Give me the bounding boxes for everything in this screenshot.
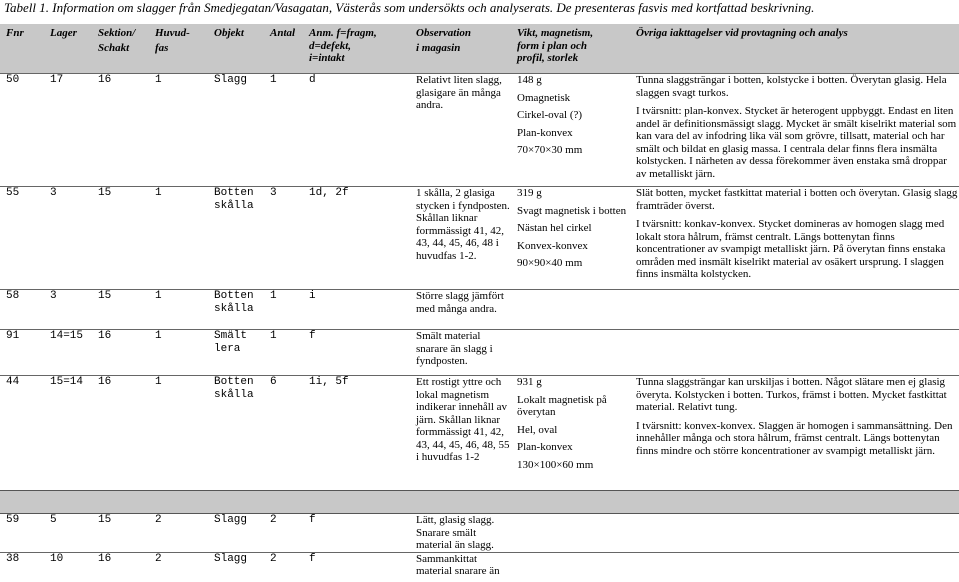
header-objekt: Objekt	[208, 24, 264, 74]
header-huvudfas: Huvud- fas	[149, 24, 208, 74]
header-sektion: Sektion/ Schakt	[92, 24, 149, 74]
cell-ovriga	[630, 330, 959, 376]
table-row	[0, 376, 959, 491]
cell-anm: f	[309, 552, 316, 565]
header-anm: Anm. f=fragm, d=defekt, i=intakt	[303, 24, 410, 74]
cell-sektion: 16	[92, 74, 149, 187]
table-row	[0, 187, 959, 290]
cell-anm: f	[303, 330, 410, 376]
cell-objekt: Slagg	[208, 514, 264, 553]
cell-fnr: 58	[0, 290, 44, 330]
table-row	[0, 514, 959, 553]
table-header-row	[0, 24, 959, 74]
cell-observation: Smält material snarare än slagg i fyndposten.	[410, 330, 511, 376]
cell-sektion: 15	[92, 514, 149, 553]
cell-fas: 2	[155, 552, 162, 565]
cell-vikt	[511, 330, 630, 376]
cell-fnr: 50	[0, 74, 44, 187]
cell-antal: 2	[264, 514, 303, 553]
cell-vikt: 931 g Lokalt magnetisk på överytan Hel, oval Plan-konvex 130×100×60 mm	[517, 376, 607, 471]
slag-table	[0, 24, 959, 582]
cell-fnr: 44	[6, 376, 20, 388]
cell-fnr: 55	[0, 187, 44, 290]
cell-anm: f	[303, 514, 410, 553]
cell-ovriga	[630, 552, 959, 582]
cell-vikt	[511, 552, 630, 582]
cell-objekt: Botten skålla	[214, 376, 254, 401]
cell-vikt: 319 g Svagt magnetisk i botten Nästan hel cirkel Konvex-konvex 90×90×40 mm	[511, 187, 630, 290]
cell-anm: 1i, 5f	[309, 376, 349, 388]
table-row	[0, 330, 959, 376]
cell-antal: 6	[270, 376, 277, 388]
cell-ovriga	[630, 514, 959, 553]
cell-sektion: 16	[98, 552, 112, 565]
cell-ovriga: Slät botten, mycket fastkittat material i botten och överytan. Glasig slagg framträder överst. I tvärsnitt: konkav-konvex. Stycket domineras av homogen slagg med lokalt stora hålrum, främst centralt. Längs bottenytan finns koncentrationer av svampigt metalliskt järn. På överytan finns enstaka områden med insmält kiselrikt material av osäkert ursprung. I slaggen finns insmälta kolstycken.	[630, 187, 959, 290]
cell-anm: 1d, 2f	[303, 187, 410, 290]
cell-antal: 3	[264, 187, 303, 290]
cell-antal: 2	[270, 552, 277, 565]
cell-observation: Lätt, glasig slagg. Snarare smält material än slagg.	[410, 514, 511, 553]
cell-ovriga: Tunna slaggsträngar i botten, kolstycke i botten. Överytan glasig. Hela slaggen svagt turkos. I tvärsnitt: plan-konvex. Stycket är heterogent uppbyggt. Endast en liten andel är definitionsmässigt slagg. Mycket är smält kiselrikt material som kan vara del av infodring lika väl som grövre, tillsatt, material och har smält och bildat en glasig massa. I centrala delar finns flera insmälta kolstycken. I närheten av dessa förekommer även enstaka små droppar av metalliskt järn.	[630, 74, 959, 187]
cell-objekt: Slagg	[214, 552, 248, 565]
cell-objekt: Smält lera	[208, 330, 264, 376]
cell-lager: 3	[44, 290, 92, 330]
cell-sektion: 15	[92, 187, 149, 290]
cell-sektion: 16	[92, 330, 149, 376]
cell-observation: 1 skålla, 2 glasiga stycken i fyndposten. Skållan liknar formmässigt 41, 42, 43, 44, 45, 46, 48 i huvudfas 1-2.	[410, 187, 511, 290]
cell-fas: 1	[149, 290, 208, 330]
cell-antal: 1	[264, 290, 303, 330]
cell-fnr: 91	[0, 330, 44, 376]
cell-objekt: Botten skålla	[208, 290, 264, 330]
cell-observation: Ett rostigt yttre och lokal magnetism indikerar innehåll av järn. Skållan liknar formmässigt 41, 42, 43, 44, 45, 46, 48, 55 i huvudfas 1-2	[416, 376, 510, 463]
cell-fnr: 59	[0, 514, 44, 553]
cell-fas: 1	[149, 330, 208, 376]
cell-antal: 1	[264, 74, 303, 187]
cell-observation: Större slagg jämfört med många andra.	[410, 290, 511, 330]
header-lager: Lager	[44, 24, 92, 74]
cell-observation: Relativt liten slagg, glasigare än många andra.	[410, 74, 511, 187]
cell-ovriga: Tunna slaggsträngar kan urskiljas i botten. Något slätare men ej glasig överyta. Kolstycken i botten. Turkos, främst i botten. Mycket fastkittat material. Relativt tung. I tvärsnitt: konvex-konvex. Slaggen är homogen i sammansättning. Den innehåller många och stora hålrum, främst centralt. Längs bottenytan finns mindre och större koncentrationer av svampigt metalliskt järn.	[636, 376, 953, 457]
cell-fas: 1	[149, 187, 208, 290]
table-row	[0, 552, 959, 582]
header-vikt: Vikt, magnetism, form i plan och profil, storlek	[511, 24, 630, 74]
cell-sektion: 16	[98, 376, 112, 388]
cell-vikt: 148 g Omagnetisk Cirkel-oval (?) Plan-konvex 70×70×30 mm	[511, 74, 630, 187]
cell-lager: 10	[50, 552, 64, 565]
cell-fas: 1	[155, 376, 162, 388]
cell-ovriga	[630, 290, 959, 330]
cell-anm: d	[303, 74, 410, 187]
cell-objekt: Slagg	[208, 74, 264, 187]
cell-fas: 1	[149, 74, 208, 187]
header-ovriga: Övriga iakttagelser vid provtagning och analys	[630, 24, 959, 74]
cell-lager: 3	[44, 187, 92, 290]
cell-vikt	[511, 290, 630, 330]
cell-fnr: 38	[6, 552, 20, 565]
cell-vikt	[511, 514, 630, 553]
cell-observation: Sammankittat material snarare än	[416, 552, 500, 577]
table-caption: Tabell 1. Information om slagger från Smedjegatan/Vasagatan, Västerås som undersökts och analyserats. De presenteras fasvis med kortfattad beskrivning.	[4, 0, 815, 15]
cell-sektion: 15	[92, 290, 149, 330]
header-observation: Observation i magasin	[410, 24, 511, 74]
header-fnr: Fnr	[0, 24, 44, 74]
cell-lager: 5	[44, 514, 92, 553]
table-row	[0, 74, 959, 187]
cell-lager: 14=15	[44, 330, 92, 376]
cell-lager: 17	[44, 74, 92, 187]
cell-objekt: Botten skålla	[208, 187, 264, 290]
cell-antal: 1	[264, 330, 303, 376]
phase-separator	[0, 491, 959, 514]
cell-lager: 15=14	[50, 376, 84, 388]
cell-fas: 2	[149, 514, 208, 553]
cell-anm: i	[303, 290, 410, 330]
table-row	[0, 290, 959, 330]
header-antal: Antal	[264, 24, 303, 74]
